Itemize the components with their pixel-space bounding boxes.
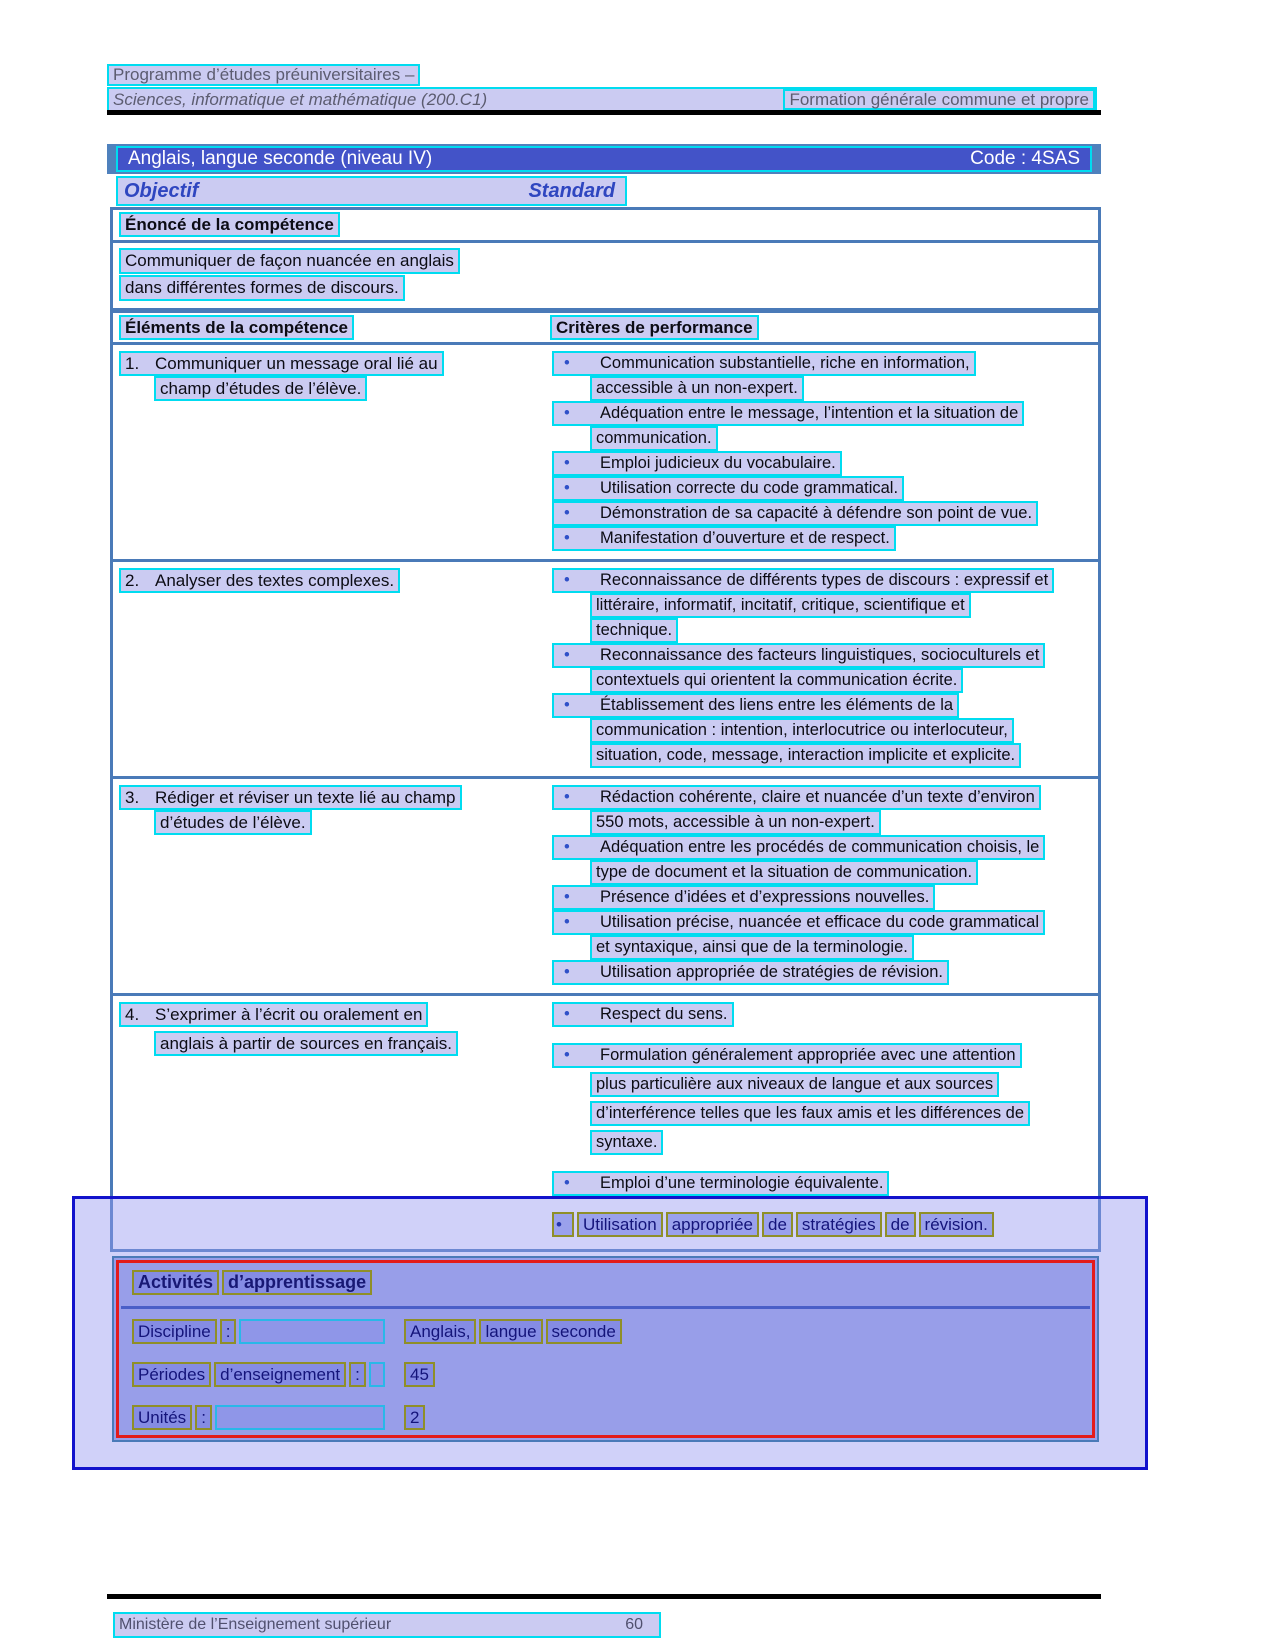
- criterion-line-box: [590, 810, 881, 835]
- gap-box: [369, 1362, 385, 1387]
- criterion-line: [550, 451, 1098, 476]
- criterion-text: Adéquation entre le message, l’intention et la situation de: [600, 404, 1019, 422]
- criterion-text: Utilisation appropriée de stratégies de révision.: [600, 963, 944, 981]
- element-text: champ d’études de l’élève.: [160, 379, 362, 398]
- element-line-box: [119, 785, 462, 810]
- bullet-dot: •: [564, 354, 570, 372]
- activites-labels: [132, 1362, 388, 1387]
- activites-header-word: d’apprentissage: [222, 1270, 372, 1295]
- footer-bar: [113, 1612, 661, 1638]
- criterion-line-box: [552, 693, 959, 718]
- criterion-text: Présence d’idées et d’expressions nouvelles.: [600, 888, 930, 906]
- criterion-line: [550, 1101, 1098, 1130]
- bullet-dot: •: [552, 1212, 574, 1237]
- header-rule: [107, 110, 1101, 115]
- criteria-cell: [550, 785, 1098, 985]
- element-line-box: [119, 1002, 428, 1027]
- criterion-line: [550, 910, 1098, 935]
- criterion-line: [550, 618, 1098, 643]
- criterion-line: [550, 401, 1098, 426]
- enonce-line: [119, 248, 1098, 275]
- competence-row: [113, 559, 1098, 776]
- course-title-box: [116, 146, 1092, 172]
- label-word-box: Périodes: [132, 1362, 211, 1387]
- criterion-line-box: [590, 376, 804, 401]
- criterion-line-box: [552, 526, 896, 551]
- enonce-header: Énoncé de la compétence: [119, 212, 340, 237]
- footer-text: Ministère de l’Enseignement supérieur: [119, 1616, 392, 1633]
- criterion-line-box: [552, 910, 1045, 935]
- enonce-line: [119, 275, 1098, 302]
- bullet-dot: •: [564, 479, 570, 497]
- standard-heading: Standard: [528, 180, 616, 202]
- criterion-text: situation, code, message, interaction implicite et explicite.: [596, 746, 1016, 764]
- element-line-box: [154, 810, 312, 835]
- element-line-box: [119, 351, 444, 376]
- criterion-line-box: [552, 643, 1045, 668]
- doc-header-line1: Programme d’études préuniversitaires –: [107, 64, 420, 86]
- criteria-cell: [550, 568, 1098, 768]
- bullet-dot: •: [564, 454, 570, 472]
- criterion-line: [550, 593, 1098, 618]
- element-line: [113, 785, 550, 810]
- criterion-line-box: [590, 593, 971, 618]
- criterion-line: [550, 860, 1098, 885]
- criterion-line: [550, 568, 1098, 593]
- gap-box: [215, 1405, 385, 1430]
- element-text: S’exprimer à l’écrit ou oralement en: [155, 1005, 423, 1024]
- activites-table: [112, 1256, 1099, 1442]
- criterion-text: Communication substantielle, riche en information,: [600, 354, 970, 372]
- competence-row: [113, 776, 1098, 993]
- criterion-line-box: [590, 426, 718, 451]
- bullet-dot: •: [564, 1174, 570, 1192]
- element-number: 2.: [125, 571, 140, 590]
- criterion-word-box: de: [885, 1212, 916, 1237]
- element-number: 4.: [125, 1005, 140, 1024]
- activites-row: [132, 1362, 1079, 1388]
- criterion-text: Rédaction cohérente, claire et nuancée d’un texte d’environ: [600, 788, 1035, 806]
- criterion-line-box: [590, 743, 1021, 768]
- element-line: [113, 1002, 550, 1031]
- criterion-text: Emploi d’une terminologie équivalente.: [600, 1174, 884, 1192]
- objectif-heading: Objectif: [124, 180, 199, 202]
- doc-header-line2: [107, 87, 1097, 112]
- label-word-box: :: [349, 1362, 366, 1387]
- criterion-line-box: [552, 351, 976, 376]
- criterion-line: [550, 1072, 1098, 1101]
- doc-header-right: Formation générale commune et propre: [783, 89, 1095, 110]
- criterion-line-box: [552, 885, 935, 910]
- value-word-box: langue: [479, 1319, 542, 1344]
- criterion-word-box: de: [762, 1212, 793, 1237]
- criterion-line-box: [590, 1101, 1030, 1126]
- criterion-line: [550, 1002, 1098, 1031]
- criterion-line: [550, 885, 1098, 910]
- course-title: Anglais, langue seconde (niveau IV): [128, 148, 433, 169]
- criterion-line: [550, 1043, 1098, 1072]
- criterion-line-box: [552, 960, 949, 985]
- footer-rule: [107, 1594, 1101, 1599]
- criterion-text: Emploi judicieux du vocabulaire.: [600, 454, 836, 472]
- element-cell: [113, 568, 550, 768]
- bullet-dot: •: [564, 529, 570, 547]
- label-word-box: Unités: [132, 1405, 192, 1430]
- criterion-word-box: révision.: [919, 1212, 994, 1237]
- criterion-line-box: [590, 618, 678, 643]
- value-word-box: seconde: [546, 1319, 622, 1344]
- criterion-text: plus particulière aux niveaux de langue et aux sources: [596, 1075, 994, 1093]
- element-line: [113, 376, 550, 401]
- criterion-text: d’interférence telles que les faux amis et les différences de: [596, 1104, 1025, 1122]
- criterion-line-box: [552, 568, 1054, 593]
- criterion-line-box: [552, 835, 1045, 860]
- criterion-line-box: [590, 1072, 999, 1097]
- element-line-box: [154, 376, 367, 401]
- criteres-header: Critères de performance: [550, 315, 759, 340]
- value-word-box: 45: [404, 1362, 435, 1387]
- criterion-line: [550, 1130, 1098, 1159]
- criterion-line: [550, 426, 1098, 451]
- criterion-line-box: [552, 1043, 1022, 1068]
- bullet-dot: •: [564, 838, 570, 856]
- bullet-dot: •: [564, 696, 570, 714]
- criterion-line-box: [552, 501, 1038, 526]
- label-word-box: :: [195, 1405, 212, 1430]
- element-number: 1.: [125, 354, 140, 373]
- activites-values: [404, 1319, 625, 1344]
- criterion-text: type de document et la situation de communication.: [596, 863, 973, 881]
- enonce-table: [110, 207, 1101, 311]
- competence-row: [113, 342, 1098, 559]
- bullet-dot: •: [564, 788, 570, 806]
- element-line: [113, 1031, 550, 1060]
- activites-divider: [121, 1306, 1090, 1309]
- criterion-line-box: [590, 718, 1014, 743]
- criterion-line-box: [590, 935, 914, 960]
- criterion-line-words: [550, 1212, 1098, 1241]
- activites-values: [404, 1405, 428, 1430]
- elements-header: Éléments de la compétence: [119, 315, 354, 340]
- value-word-box: 2: [404, 1405, 425, 1430]
- criterion-line: [550, 526, 1098, 551]
- page-number: 60: [625, 1616, 643, 1633]
- criterion-text: Reconnaissance de différents types de discours : expressif et: [600, 571, 1049, 589]
- criterion-line-box: [552, 401, 1024, 426]
- criterion-line: [550, 785, 1098, 810]
- criterion-text: contextuels qui orientent la communication écrite.: [596, 671, 958, 689]
- element-line: [113, 351, 550, 376]
- activites-row: [132, 1319, 1079, 1345]
- criterion-text: 550 mots, accessible à un non-expert.: [596, 813, 875, 831]
- criterion-text: Manifestation d’ouverture et de respect.: [600, 529, 890, 547]
- criterion-text: Reconnaissance des facteurs linguistiques, socioculturels et: [600, 646, 1040, 664]
- criterion-text: accessible à un non-expert.: [596, 379, 798, 397]
- criterion-line-box: [590, 668, 963, 693]
- activites-header-word: Activités: [132, 1270, 219, 1295]
- bullet-dot: •: [564, 1046, 570, 1064]
- label-word-box: Discipline: [132, 1319, 217, 1344]
- objectif-standard-row: [116, 176, 627, 206]
- criterion-line: [550, 351, 1098, 376]
- enonce-line-text: dans différentes formes de discours.: [119, 275, 405, 301]
- criterion-line: [550, 668, 1098, 693]
- criterion-line-box: [552, 451, 842, 476]
- criterion-line: [550, 960, 1098, 985]
- competence-table-header-row: [113, 313, 1098, 342]
- criterion-line: [550, 810, 1098, 835]
- doc-header: [107, 64, 1101, 112]
- footer-box: [113, 1612, 661, 1638]
- element-text: anglais à partir de sources en français.: [160, 1034, 452, 1053]
- element-text: Rédiger et réviser un texte lié au champ: [155, 788, 456, 807]
- criteria-cell: [550, 351, 1098, 551]
- element-line-box: [119, 568, 400, 593]
- bullet-dot: •: [564, 404, 570, 422]
- label-word-box: d’enseignement: [214, 1362, 346, 1387]
- element-line: [113, 568, 550, 593]
- enonce-body: [113, 240, 1098, 308]
- criterion-line: [550, 476, 1098, 501]
- criterion-line-box: [552, 785, 1041, 810]
- criterion-text: Établissement des liens entre les éléments de la: [600, 696, 954, 714]
- criterion-line: [550, 501, 1098, 526]
- criterion-text: communication.: [596, 429, 712, 447]
- criterion-text: technique.: [596, 621, 673, 639]
- criterion-text: littéraire, informatif, incitatif, critique, scientifique et: [596, 596, 965, 614]
- value-word-box: Anglais,: [404, 1319, 476, 1344]
- criterion-text: Utilisation précise, nuancée et efficace du code grammatical: [600, 913, 1040, 931]
- bullet-dot: •: [564, 913, 570, 931]
- element-line-box: [154, 1031, 458, 1056]
- criterion-line-box: [552, 476, 904, 501]
- competence-table: [110, 310, 1101, 1252]
- criterion-text: et syntaxique, ainsi que de la terminologie.: [596, 938, 908, 956]
- activites-labels: [132, 1405, 388, 1430]
- bullet-dot: •: [564, 504, 570, 522]
- criterion-text: Démonstration de sa capacité à défendre son point de vue.: [600, 504, 1033, 522]
- element-line: [113, 810, 550, 835]
- criterion-line-box: [590, 1130, 663, 1155]
- course-title-bar: [107, 144, 1101, 174]
- element-cell: [113, 785, 550, 985]
- element-cell: [113, 351, 550, 551]
- bullet-dot: •: [564, 646, 570, 664]
- criterion-line: [550, 643, 1098, 668]
- enonce-line-text: Communiquer de façon nuancée en anglais: [119, 248, 460, 274]
- criterion-line: [550, 935, 1098, 960]
- criterion-line: [550, 718, 1098, 743]
- gap-box: [239, 1319, 385, 1344]
- criterion-text: Formulation généralement appropriée avec une attention: [600, 1046, 1016, 1064]
- criterion-text: Utilisation correcte du code grammatical.: [600, 479, 899, 497]
- bullet-dot: •: [564, 963, 570, 981]
- label-word-box: :: [220, 1319, 237, 1344]
- criterion-line: [550, 743, 1098, 768]
- criterion-line: [550, 835, 1098, 860]
- criterion-word-box: stratégies: [796, 1212, 882, 1237]
- criterion-line-box: [552, 1002, 734, 1027]
- bullet-dot: •: [564, 571, 570, 589]
- criterion-word-box: Utilisation: [577, 1212, 663, 1237]
- activites-values: [404, 1362, 438, 1387]
- criterion-word-box: appropriée: [666, 1212, 759, 1237]
- criterion-text: Respect du sens.: [600, 1005, 728, 1023]
- criterion-line: [550, 376, 1098, 401]
- element-text: Communiquer un message oral lié au: [155, 354, 438, 373]
- bullet-dot: •: [564, 1005, 570, 1023]
- element-text: Analyser des textes complexes.: [155, 571, 395, 590]
- element-text: d’études de l’élève.: [160, 813, 306, 832]
- criterion-line-box: [552, 1171, 889, 1196]
- element-number: 3.: [125, 788, 140, 807]
- criterion-text: Adéquation entre les procédés de communication choisis, le: [600, 838, 1040, 856]
- criterion-line-box: [590, 860, 978, 885]
- criterion-text: syntaxe.: [596, 1133, 658, 1151]
- doc-header-program: Sciences, informatique et mathématique (200.C1): [113, 89, 488, 109]
- course-code: Code : 4SAS: [970, 148, 1080, 169]
- criterion-text: communication : intention, interlocutrice ou interlocuteur,: [596, 721, 1008, 739]
- bullet-dot: •: [564, 888, 570, 906]
- criterion-line: [550, 693, 1098, 718]
- activites-labels: [132, 1319, 388, 1344]
- activites-row: [132, 1405, 1079, 1431]
- activites-header: [132, 1270, 375, 1295]
